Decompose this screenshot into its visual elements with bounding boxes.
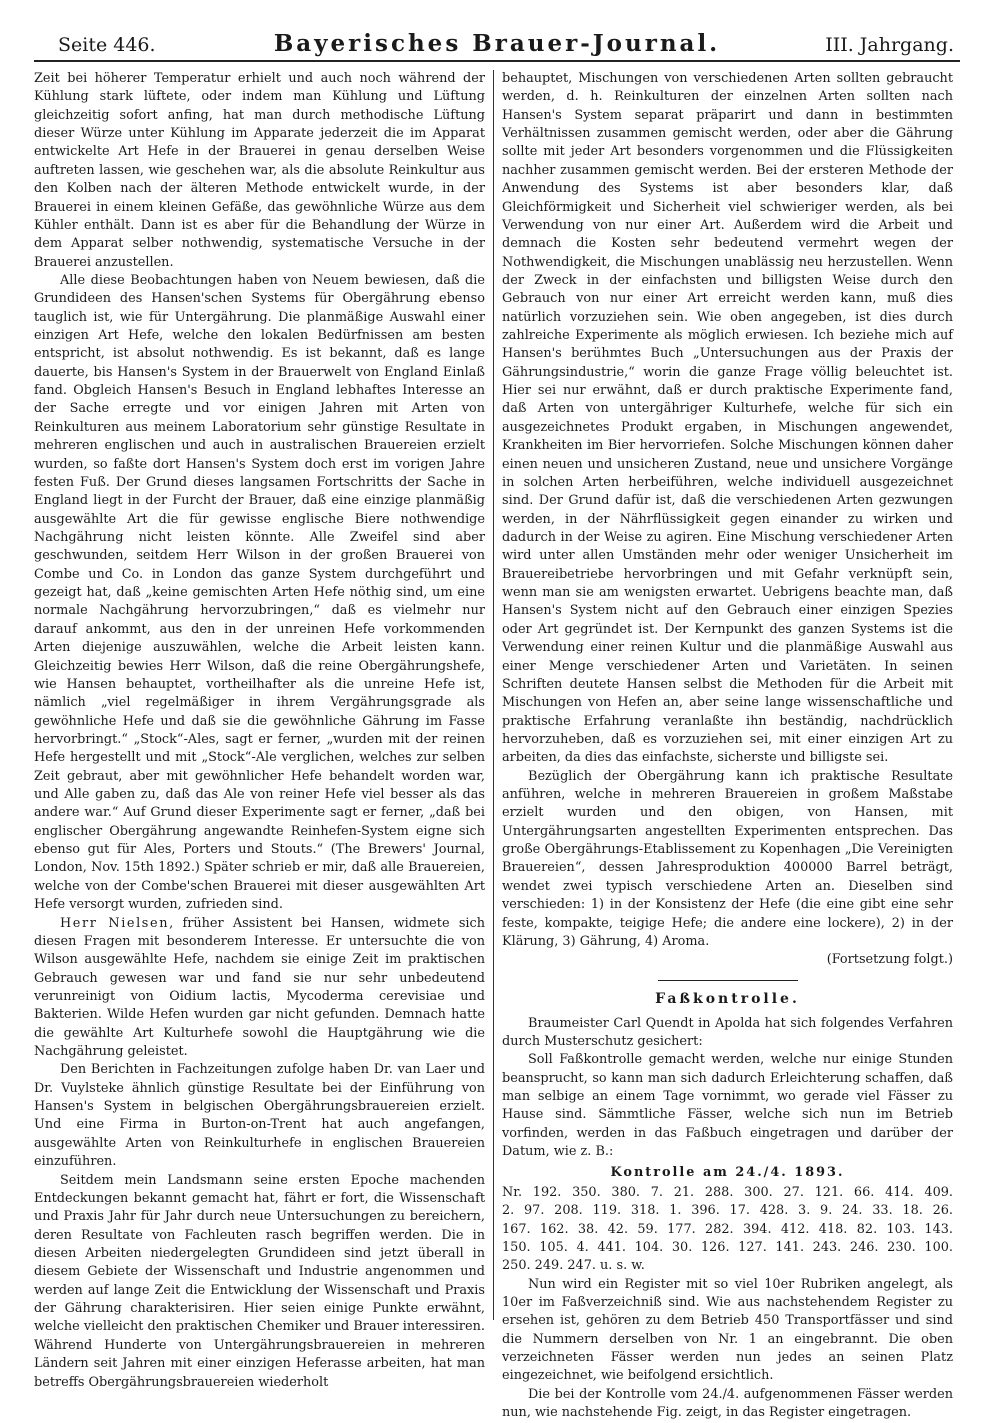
paragraph: Braumeister Carl Quendt in Apolda hat sich folgendes Verfahren durch Musterschutz gesichert: <box>502 1015 953 1049</box>
paragraph: Seitdem mein Landsmann seine ersten Epoche machenden Entdeckungen bekannt gemacht hat, fährt er fort, die Wissenschaft und Praxis Jahr für Jahr durch neue Untersuchungen zu bereichern, deren Resultate von Fachleuten rasch begriffen werden. Die in diesen Arbeiten niedergelegten Grundideen sind jetzt überall in diesem Gebiete der Wissenschaft und Industrie angenommen und werden auf lange Zeit die Entwicklung der Wissenschaft und Praxis der Gährung charakterisiren. Hier seien einige Punkte erwähnt, welche vielleicht den praktischen Chemiker und Brauer interessiren. Während Hunderte von Untergährungsbrauereien in mehreren Ländern seit Jahren mit einer einzigen Heferasse arbeiten, hat man betreffs Obergährungsbrauereien wiederholt <box>34 1172 485 1390</box>
paragraph: Alle diese Beobachtungen haben von Neuem bewiesen, daß die Grundideen des Hansen'schen Systems für Obergährung ebenso tauglich ist, wie für Untergährung. Die planmäßige Auswahl einer einzigen Art Hefe, welche den lokalen Bedürfnissen am besten entspricht, ist absolut nothwendig. Es ist bekannt, daß es lange dauerte, bis Hansen's System in der Brauerwelt von England Einlaß fand. Obgleich Hansen's Besuch in England lebhaftes Interesse an der Sache erregte und vor einigen Jahren mit Arten von Reinkulturen aus meinem Laboratorium sehr günstige Resultate in mehreren englischen und auch in australischen Brauereien erzielt wurden, so faßte dort Hansen's System doch erst im vorigen Jahre festen Fuß. Der Grund dieses langsamen Fortschritts der Sache in England liegt in der Furcht der Brauer, daß eine einzige planmäßig ausgewählte Art die für gewisse englische Biere nothwendige Nachgährung nicht leisten könnte. Alle Zweifel sind aber geschwunden, seitdem Herr Wilson in der großen Brauerei von Combe und Co. in London das ganze System durchgeführt und gezeigt hat, daß „keine gemischten Arten Hefe nöthig sind, um eine normale Nachgährung hervorzubringen,“ daß es vielmehr nur darauf ankommt, aus den in der unreinen Hefe vorkommenden Arten diejenige auszuwählen, welche die Arbeit leisten kann. Gleichzeitig bewies Herr Wilson, daß die reine Obergährungshefe, wie Hansen behauptet, vortheilhafter als die unreine Hefe ist, nämlich „viel regelmäßiger in ihrem Vergährungsgrade als gewöhnliche Hefe und daß sie die gewöhnliche Gährung im Fasse hervorbringt.“ „Stock“-Ales, sagt er ferner, „wurden mit der reinen Hefe hergestellt und mit „Stock“-Ale verglichen, welches zur selben Zeit gebraut, aber mit gewöhnlicher Hefe behandelt worden war, und Alle gaben zu, daß das Ale von reiner Hefe viel besser als das andere war.“ Auf Grund dieser Experimente sagt er ferner, „daß bei englischer Obergährung angewandte Reinhefen-System eigne sich ebenso gut für Ales, Porters und Stouts.“ (The Brewers' Journal, London, Nov. 15th 1892.) Später schrieb er mir, daß alle Brauereien, welche von der Combe'schen Brauerei mit dieser ausgewählten Art Hefe versorgt wurden, zufrieden sind. <box>34 272 485 913</box>
paragraph: Bezüglich der Obergährung kann ich praktische Resultate anführen, welche in mehreren Brauereien in großem Maßstabe erzielt wurden und den obigen, von Hansen, mit Untergährungsarten angestellten Experimenten entsprechen. Das große Obergährungs-Etablissement zu Kopenhagen „Die Vereinigten Brauereien“, dessen Jahresproduktion 400000 Barrel beträgt, wendet zwei typisch verschiedene Arten an. Dieselben sind verschieden: 1) in der Konsistenz der Hefe (die eine gibt eine sehr feste, kompakte, teigige Hefe; die andere eine lockere), 2) in der Klärung, 3) Gährung, 4) Aroma. <box>502 768 953 949</box>
paragraph: Den Berichten in Fachzeitungen zufolge haben Dr. van Laer und Dr. Vuylsteke ähnlich günstige Resultate bei der Einführung von Hansen's System in belgischen Obergährungsbrauereien erzielt. Und eine Firma in Burton-on-Trent hat auch angefangen, ausgewählte Arten von Reinkulturhefe in englischen Brauereien einzuführen. <box>34 1062 485 1170</box>
left-column <box>34 70 493 1390</box>
section-title: Faßkontrolle. <box>655 990 800 1007</box>
cask-number-line: 2. 97. 208. 119. 318. 1. 396. 17. 428. 3. 9. 24. 33. 18. 26. <box>502 1203 953 1219</box>
kontrolle-heading: Kontrolle am 24./4. 1893. <box>610 1164 845 1180</box>
person-name: Herr Nielsen <box>60 915 170 931</box>
paragraph <box>34 915 485 1062</box>
cask-number-line: 250. 249. 247. u. s. w. <box>502 1258 645 1274</box>
continuation-note: (Fortsetzung folgt.) <box>826 952 953 968</box>
cask-number-line: 167. 162. 38. 42. 59. 177. 282. 394. 412. 418. 82. 103. 143. <box>502 1221 953 1237</box>
paragraph-text: , früher Assistent bei Hansen, widmete sich diesen Fragen mit besonderem Interesse. Er untersuchte die von Wilson ausgewählte Hefe, nachdem sie einige Zeit im praktischen Gebrauch gewesen war und fand sie nur sehr unbedeutend verunreinigt von Oidium lactis, Mycoderma cerevisiae und Bakterien. Wilde Hefen wurden gar nicht gefunden. Demnach hatte die gewählte Art Kulturhefe sowohl die Hauptgährung wie die Nachgährung geleistet. <box>34 915 485 1060</box>
paragraph: Die bei der Kontrolle vom 24./4. aufgenommenen Fässer werden nun, wie nachstehende Fig. zeigt, in das Register eingetragen. <box>502 1386 953 1421</box>
paragraph: behauptet, Mischungen von verschiedenen Arten sollten gebraucht werden, d. h. Reinkulturen der einzelnen Arten sollten nach Hansen's System separat präparirt und dann in bestimmten Verhältnissen zusammen gemischt werden, oder aber die Gährung sollte mit jeder Art besonders vorgenommen und die Flüssigkeiten nachher zusammen gemischt werden. Bei der ersteren Methode der Anwendung des Systems ist aber besonders klar, daß Gleichförmigkeit und Sicherheit viel schwieriger werden, als bei Verwendung von nur einer Art. Außerdem wird die Arbeit und demnach die Kosten sehr bedeutend vermehrt wegen der Nothwendigkeit, die Mischungen unablässig neu herzustellen. Wenn der Zweck in der einfachsten und billigsten Weise durch den Gebrauch von nur einer Art erreicht werden kann, muß dies natürlich vorzuziehen sein. Wie oben angegeben, ist dies durch zahlreiche Experimente als möglich erwiesen. Ich beziehe mich auf Hansen's berühmtes Buch „Untersuchungen aus der Praxis der Gährungsindustrie,“ worin die ganze Frage völlig beleuchtet ist. Hier sei nur erwähnt, daß er durch praktische Experimente fand, daß Arten von untergähriger Kulturhefe, welche für sich ein ausgezeichnetes Produkt ergaben, in Mischungen angewendet, Krankheiten im Bier hervorriefen. Solche Mischungen können daher einen neuen und unsicheren Zustand, neue und unsichere Vorgänge in solchen Arten herbeiführen, welche individuell ausgezeichnet sind. Der Grund dafür ist, daß die verschiedenen Arten gezwungen werden, in der Nährflüssigkeit gegen einander zu wirken und dadurch in der Weise zu agiren. Eine Mischung verschiedener Arten wird unter allen Umständen mehr oder weniger Unsicherheit im Brauereibetriebe hervorbringen und mit Gefahr verknüpft sein, wenn man sie am wenigsten erwartet. Uebrigens beachte man, daß Hansen's System nicht auf den Gebrauch einer einzigen Spezies oder Art gegründet ist. Der Kernpunkt des ganzen Systems ist die Verwendung einer reinen Kultur und die planmäßige Auswahl aus einer Menge verschiedener Arten und Varietäten. In seinen Schriften deutete Hansen selbst die Methoden für die Arbeit mit Mischungen von Hefen an, aber seine lange wissenschaftliche und praktische Erfahrung veranlaßte ihn beständig, nachdrücklich hervorzuheben, daß es vorzuziehen sei, mit einer einzigen Art zu arbeiten, da dies das einfachste, sicherste und billigste sei. <box>502 71 953 766</box>
journal-title: Bayerisches Brauer-Journal. <box>273 30 721 57</box>
page-header <box>34 30 960 62</box>
paragraph: Soll Faßkontrolle gemacht werden, welche nur einige Stunden beansprucht, so kann man sich dadurch Erleichterung schaffen, daß man selbige an einem Tage vornimmt, wo gerade viel Fässer zu Hause sind. Sämmtliche Fässer, welche sich nun im Betrieb vorfinden, werden in das Faßbuch eingetragen und darüber der Datum, wie z. B.: <box>502 1052 953 1160</box>
paragraph: Nun wird ein Register mit so viel 10er Rubriken angelegt, als 10er im Faßverzeichniß sind. Wie aus nachstehendem Register zu ersehen ist, gehören zu dem Betrieb 450 Transportfässer und sind die Nummern derselben von Nr. 1 an eingebrannt. Die oben verzeichneten Fässer werden nun jedes an seinen Platz eingezeichnet, wie beifolgend ersichtlich. <box>502 1276 953 1384</box>
page-number: Seite 446. <box>58 34 156 56</box>
right-column <box>494 70 953 1421</box>
section-rule <box>658 980 798 981</box>
text-columns <box>34 70 960 1421</box>
cask-number-line: Nr. 192. 350. 380. 7. 21. 288. 300. 27. 121. 66. 414. 409. <box>502 1184 953 1200</box>
cask-number-line: 150. 105. 4. 441. 104. 30. 126. 127. 141. 243. 246. 230. 100. <box>502 1239 953 1255</box>
volume-label: III. Jahrgang. <box>825 34 954 56</box>
paragraph: Zeit bei höherer Temperatur erhielt und auch noch während der Kühlung stark lüftete, oder indem man Kühlung und Lüftung gleichzeitig sofort anfing, hat man durch methodische Lüftung dieser Würze unter Kühlung im Apparate jederzeit die im Apparat entwickelte Art Hefe in der Brauerei in genau derselben Weise auftreten lassen, wie geschehen war, als die absolute Reinkultur aus den Kolben nach der älteren Methode entwickelt wurde, in der Brauerei in einem kleinen Gefäße, das gewöhnliche Würze aus dem Kühler enthält. Dann ist es aber für die Behandlung der Würze in dem Apparat selber nothwendig, systematische Versuche in der Brauerei anzustellen. <box>34 71 485 270</box>
